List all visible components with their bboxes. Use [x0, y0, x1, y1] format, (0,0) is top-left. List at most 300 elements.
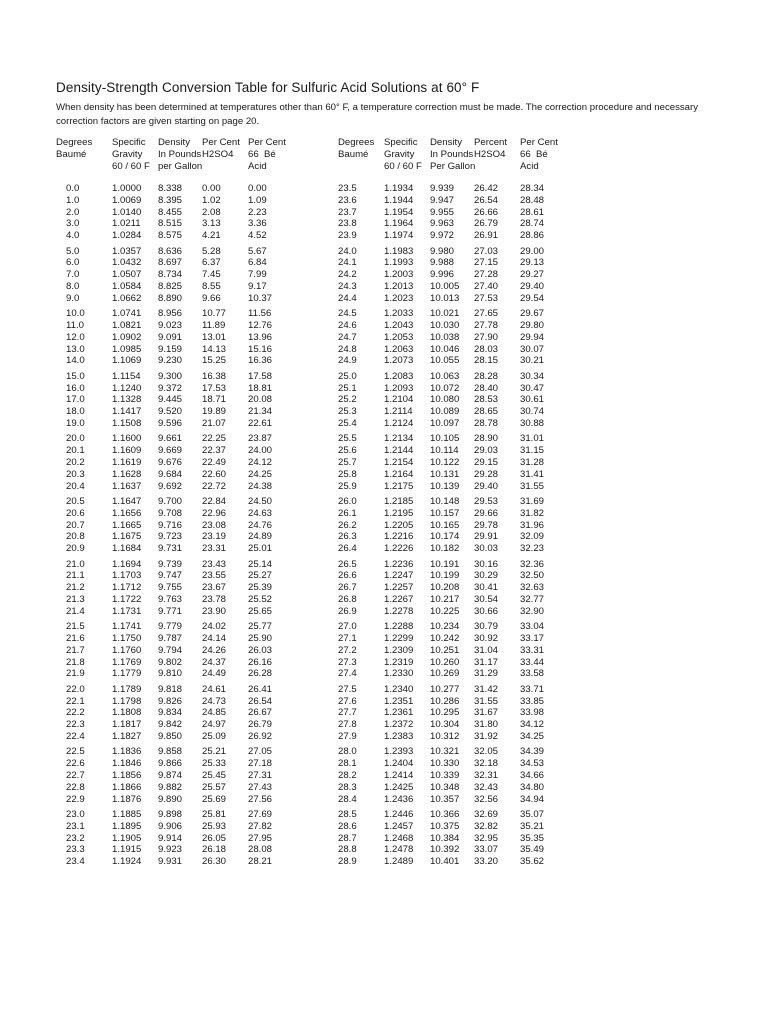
cell-percent-h2so4: 25.33	[202, 758, 227, 770]
cell-percent-h2so4: 28.03	[474, 343, 499, 355]
table-row	[338, 582, 598, 594]
table-row	[338, 856, 598, 868]
cell-percent-66-be-acid: 27.56	[248, 793, 273, 805]
cell-percent-h2so4: 25.81	[202, 809, 227, 820]
cell-density: 8.338	[158, 183, 183, 194]
cell-percent-66-be-acid: 29.00	[520, 245, 545, 257]
cell-specific-gravity: 1.0000	[112, 183, 142, 194]
table-row	[56, 746, 316, 758]
cell-percent-h2so4: 22.37	[202, 445, 227, 457]
cell-specific-gravity: 1.2023	[384, 292, 414, 304]
cell-density: 9.898	[158, 809, 183, 820]
table-row	[338, 606, 598, 618]
cell-specific-gravity: 1.2425	[384, 781, 414, 793]
cell-percent-h2so4: 24.14	[202, 632, 227, 644]
cell-specific-gravity: 1.1675	[112, 531, 142, 543]
cell-percent-66-be-acid: 31.82	[520, 507, 545, 519]
cell-specific-gravity: 1.2414	[384, 769, 414, 781]
cell-percent-h2so4: 32.43	[474, 781, 499, 793]
table-row	[338, 496, 598, 508]
cell-percent-66-be-acid: 4.52	[248, 230, 267, 242]
cell-specific-gravity: 1.1712	[112, 582, 142, 594]
cell-degrees-baume: 22.8	[66, 781, 85, 793]
cell-density: 10.242	[430, 632, 460, 644]
cell-percent-h2so4: 30.66	[474, 605, 499, 617]
cell-percent-h2so4: 7.45	[202, 269, 221, 281]
table-row	[338, 344, 598, 356]
cell-degrees-baume: 21.0	[66, 558, 85, 570]
cell-specific-gravity: 1.0432	[112, 257, 142, 269]
cell-percent-h2so4: 8.55	[202, 280, 221, 292]
cell-degrees-baume: 13.0	[66, 343, 85, 355]
table-row	[56, 844, 316, 856]
cell-percent-66-be-acid: 28.08	[248, 844, 273, 856]
table-row	[56, 684, 316, 696]
cell-percent-h2so4: 10.77	[202, 308, 227, 320]
cell-degrees-baume: 28.0	[338, 746, 357, 758]
cell-density: 10.105	[430, 433, 460, 445]
cell-degrees-baume: 27.1	[338, 632, 357, 644]
cell-degrees-baume: 8.0	[66, 280, 80, 292]
cell-percent-h2so4: 31.29	[474, 668, 499, 680]
cell-density: 9.874	[158, 769, 183, 781]
cell-percent-h2so4: 0.00	[202, 183, 221, 194]
cell-degrees-baume: 22.7	[66, 769, 85, 781]
cell-specific-gravity: 1.1915	[112, 844, 142, 856]
cell-degrees-baume: 26.9	[338, 605, 357, 617]
table-row	[338, 207, 598, 219]
cell-percent-h2so4: 22.60	[202, 468, 227, 480]
cell-percent-66-be-acid: 34.25	[520, 730, 545, 742]
cell-specific-gravity: 1.0662	[112, 292, 142, 304]
cell-degrees-baume: 25.0	[338, 370, 357, 382]
cell-percent-66-be-acid: 2.23	[248, 206, 267, 218]
cell-density: 8.515	[158, 218, 183, 230]
cell-percent-66-be-acid: 15.16	[248, 343, 273, 355]
cell-percent-66-be-acid: 24.25	[248, 468, 273, 480]
cell-density: 8.636	[158, 245, 183, 257]
cell-specific-gravity: 1.2319	[384, 656, 414, 668]
cell-specific-gravity: 1.2340	[384, 683, 414, 695]
cell-percent-h2so4: 30.79	[474, 621, 499, 633]
cell-percent-h2so4: 22.96	[202, 507, 227, 519]
cell-degrees-baume: 21.9	[66, 668, 85, 680]
cell-degrees-baume: 27.6	[338, 695, 357, 707]
cell-percent-66-be-acid: 35.49	[520, 844, 545, 856]
cell-percent-66-be-acid: 32.90	[520, 605, 545, 617]
cell-percent-66-be-acid: 28.61	[520, 206, 545, 218]
cell-density: 9.372	[158, 382, 183, 394]
cell-specific-gravity: 1.1964	[384, 218, 414, 230]
cell-specific-gravity: 1.1789	[112, 683, 142, 695]
cell-percent-h2so4: 33.20	[474, 856, 499, 868]
table-row	[56, 856, 316, 868]
cell-density: 10.182	[430, 543, 460, 555]
cell-specific-gravity: 1.0902	[112, 331, 142, 343]
cell-percent-66-be-acid: 6.84	[248, 257, 267, 269]
cell-density: 10.080	[430, 394, 460, 406]
cell-percent-h2so4: 28.15	[474, 355, 499, 367]
cell-percent-h2so4: 29.78	[474, 519, 499, 531]
cell-percent-h2so4: 32.18	[474, 758, 499, 770]
cell-degrees-baume: 26.5	[338, 558, 357, 570]
cell-degrees-baume: 24.3	[338, 280, 357, 292]
cell-specific-gravity: 1.2372	[384, 719, 414, 731]
cell-percent-h2so4: 24.85	[202, 707, 227, 719]
table-row	[338, 668, 598, 680]
cell-percent-h2so4: 26.54	[474, 194, 499, 206]
table-row	[338, 821, 598, 833]
cell-percent-h2so4: 29.53	[474, 496, 499, 507]
table-row	[56, 496, 316, 508]
cell-percent-66-be-acid: 9.17	[248, 280, 267, 292]
cell-degrees-baume: 27.0	[338, 621, 357, 633]
cell-percent-66-be-acid: 35.21	[520, 820, 545, 832]
cell-specific-gravity: 1.0140	[112, 206, 142, 218]
cell-percent-h2so4: 28.78	[474, 417, 499, 429]
cell-density: 9.810	[158, 668, 183, 680]
cell-percent-h2so4: 14.13	[202, 343, 227, 355]
cell-density: 9.794	[158, 644, 183, 656]
cell-degrees-baume: 20.4	[66, 480, 85, 492]
cell-degrees-baume: 20.0	[66, 433, 85, 445]
table-row	[338, 246, 598, 258]
cell-percent-h2so4: 13.01	[202, 331, 227, 343]
cell-specific-gravity: 1.2351	[384, 695, 414, 707]
cell-density: 10.030	[430, 319, 460, 331]
cell-degrees-baume: 27.9	[338, 730, 357, 742]
cell-density: 9.230	[158, 355, 183, 367]
cell-percent-66-be-acid: 27.82	[248, 820, 273, 832]
cell-specific-gravity: 1.1665	[112, 519, 142, 531]
cell-percent-66-be-acid: 28.74	[520, 218, 545, 230]
cell-density: 10.139	[430, 480, 460, 492]
cell-percent-66-be-acid: 32.63	[520, 582, 545, 594]
cell-degrees-baume: 20.5	[66, 496, 85, 507]
cell-percent-66-be-acid: 33.85	[520, 695, 545, 707]
header-specific-gravity: Specific Gravity 60 / 60 F	[112, 137, 150, 172]
cell-specific-gravity: 1.0357	[112, 245, 142, 257]
cell-specific-gravity: 1.1974	[384, 230, 414, 242]
table-row	[56, 696, 316, 708]
cell-density: 10.046	[430, 343, 460, 355]
table-row	[56, 257, 316, 269]
cell-percent-h2so4: 28.90	[474, 433, 499, 445]
table-row	[56, 582, 316, 594]
cell-specific-gravity: 1.2093	[384, 382, 414, 394]
cell-degrees-baume: 26.1	[338, 507, 357, 519]
cell-percent-h2so4: 29.91	[474, 531, 499, 543]
cell-degrees-baume: 27.7	[338, 707, 357, 719]
cell-percent-h2so4: 30.41	[474, 582, 499, 594]
cell-percent-h2so4: 25.09	[202, 730, 227, 742]
cell-percent-h2so4: 32.31	[474, 769, 499, 781]
cell-density: 9.159	[158, 343, 183, 355]
cell-degrees-baume: 28.4	[338, 793, 357, 805]
header-degrees-baume: Degrees Baumé	[56, 137, 93, 160]
cell-degrees-baume: 20.1	[66, 445, 85, 457]
cell-density: 10.286	[430, 695, 460, 707]
cell-specific-gravity: 1.2236	[384, 558, 414, 570]
cell-percent-h2so4: 26.91	[474, 230, 499, 242]
cell-degrees-baume: 24.6	[338, 319, 357, 331]
cell-percent-h2so4: 27.03	[474, 245, 499, 257]
table-row	[56, 433, 316, 445]
cell-degrees-baume: 6.0	[66, 257, 80, 269]
table-row	[338, 520, 598, 532]
cell-percent-66-be-acid: 33.31	[520, 644, 545, 656]
cell-percent-h2so4: 27.28	[474, 269, 499, 281]
cell-percent-66-be-acid: 18.81	[248, 382, 273, 394]
cell-specific-gravity: 1.0584	[112, 280, 142, 292]
table-row	[338, 281, 598, 293]
table-row	[56, 406, 316, 418]
table-row	[56, 794, 316, 806]
header-density: Density In Pounds per Gallon	[158, 137, 203, 172]
table-row	[56, 770, 316, 782]
cell-density: 9.850	[158, 730, 183, 742]
cell-percent-h2so4: 25.45	[202, 769, 227, 781]
table-row	[338, 508, 598, 520]
cell-degrees-baume: 27.8	[338, 719, 357, 731]
cell-percent-h2so4: 16.38	[202, 370, 227, 382]
table-row	[338, 719, 598, 731]
cell-density: 9.023	[158, 319, 183, 331]
cell-specific-gravity: 1.2175	[384, 480, 414, 492]
cell-density: 10.199	[430, 570, 460, 582]
cell-specific-gravity: 1.2154	[384, 456, 414, 468]
table-row	[338, 433, 598, 445]
cell-specific-gravity: 1.1817	[112, 719, 142, 731]
cell-density: 10.131	[430, 468, 460, 480]
cell-percent-66-be-acid: 25.77	[248, 621, 273, 633]
cell-specific-gravity: 1.1924	[112, 856, 142, 868]
header-specific-gravity: Specific Gravity 60 / 60 F	[384, 137, 422, 172]
cell-percent-66-be-acid: 27.18	[248, 758, 273, 770]
cell-percent-66-be-acid: 24.63	[248, 507, 273, 519]
table-row	[56, 508, 316, 520]
cell-percent-66-be-acid: 27.05	[248, 746, 273, 758]
cell-percent-66-be-acid: 29.27	[520, 269, 545, 281]
table-row	[338, 543, 598, 555]
cell-specific-gravity: 1.1328	[112, 394, 142, 406]
table-row	[338, 418, 598, 430]
cell-percent-66-be-acid: 27.43	[248, 781, 273, 793]
cell-percent-h2so4: 26.30	[202, 856, 227, 868]
cell-specific-gravity: 1.2361	[384, 707, 414, 719]
cell-density: 8.395	[158, 194, 183, 206]
cell-degrees-baume: 25.4	[338, 417, 357, 429]
cell-degrees-baume: 17.0	[66, 394, 85, 406]
cell-degrees-baume: 21.4	[66, 605, 85, 617]
cell-specific-gravity: 1.2063	[384, 343, 414, 355]
table-row	[56, 457, 316, 469]
cell-density: 9.972	[430, 230, 455, 242]
cell-percent-66-be-acid: 31.28	[520, 456, 545, 468]
cell-degrees-baume: 14.0	[66, 355, 85, 367]
cell-percent-h2so4: 3.13	[202, 218, 221, 230]
cell-percent-66-be-acid: 24.50	[248, 496, 273, 507]
table-row	[56, 543, 316, 555]
table-row	[56, 782, 316, 794]
cell-percent-66-be-acid: 35.35	[520, 832, 545, 844]
cell-degrees-baume: 28.5	[338, 809, 357, 820]
cell-percent-h2so4: 30.16	[474, 558, 499, 570]
cell-density: 9.818	[158, 683, 183, 695]
cell-degrees-baume: 22.1	[66, 695, 85, 707]
cell-percent-h2so4: 28.40	[474, 382, 499, 394]
cell-percent-h2so4: 26.79	[474, 218, 499, 230]
cell-percent-h2so4: 31.04	[474, 644, 499, 656]
cell-specific-gravity: 1.1240	[112, 382, 142, 394]
cell-specific-gravity: 1.2104	[384, 394, 414, 406]
cell-percent-66-be-acid: 31.96	[520, 519, 545, 531]
cell-degrees-baume: 20.2	[66, 456, 85, 468]
cell-specific-gravity: 1.0985	[112, 343, 142, 355]
cell-percent-66-be-acid: 31.01	[520, 433, 545, 445]
table-row	[338, 230, 598, 242]
cell-degrees-baume: 24.1	[338, 257, 357, 269]
cell-density: 9.787	[158, 632, 183, 644]
table-row	[56, 633, 316, 645]
cell-density: 10.225	[430, 605, 460, 617]
cell-percent-h2so4: 19.89	[202, 406, 227, 418]
cell-percent-66-be-acid: 26.67	[248, 707, 273, 719]
cell-density: 10.366	[430, 809, 460, 820]
cell-percent-66-be-acid: 30.47	[520, 382, 545, 394]
cell-density: 8.575	[158, 230, 183, 242]
cell-percent-66-be-acid: 29.94	[520, 331, 545, 343]
cell-degrees-baume: 20.7	[66, 519, 85, 531]
table-row	[56, 218, 316, 230]
table-row	[56, 344, 316, 356]
cell-percent-h2so4: 29.40	[474, 480, 499, 492]
cell-density: 8.455	[158, 206, 183, 218]
cell-degrees-baume: 27.3	[338, 656, 357, 668]
cell-percent-66-be-acid: 25.14	[248, 558, 273, 570]
cell-degrees-baume: 9.0	[66, 292, 80, 304]
cell-density: 10.277	[430, 683, 460, 695]
cell-percent-66-be-acid: 29.40	[520, 280, 545, 292]
cell-percent-66-be-acid: 31.69	[520, 496, 545, 507]
cell-density: 9.963	[430, 218, 455, 230]
cell-degrees-baume: 20.3	[66, 468, 85, 480]
table-row	[56, 207, 316, 219]
cell-specific-gravity: 1.1836	[112, 746, 142, 758]
cell-degrees-baume: 19.0	[66, 417, 85, 429]
cell-percent-h2so4: 26.66	[474, 206, 499, 218]
cell-specific-gravity: 1.2134	[384, 433, 414, 445]
cell-percent-h2so4: 28.53	[474, 394, 499, 406]
cell-specific-gravity: 1.1417	[112, 406, 142, 418]
cell-percent-66-be-acid: 20.08	[248, 394, 273, 406]
table-row	[338, 195, 598, 207]
cell-density: 10.260	[430, 656, 460, 668]
cell-specific-gravity: 1.0284	[112, 230, 142, 242]
cell-degrees-baume: 23.4	[66, 856, 85, 868]
cell-percent-h2so4: 27.90	[474, 331, 499, 343]
cell-specific-gravity: 1.2124	[384, 417, 414, 429]
cell-density: 9.923	[158, 844, 183, 856]
header-percent-h2so4: Percent H2SO4	[474, 137, 508, 160]
table-row	[338, 621, 598, 633]
cell-density: 10.021	[430, 308, 460, 320]
cell-percent-h2so4: 32.56	[474, 793, 499, 805]
cell-percent-h2so4: 29.66	[474, 507, 499, 519]
table-row	[338, 469, 598, 481]
cell-degrees-baume: 21.8	[66, 656, 85, 668]
cell-density: 9.692	[158, 480, 183, 492]
table-row	[338, 218, 598, 230]
cell-specific-gravity: 1.1722	[112, 593, 142, 605]
cell-density: 9.661	[158, 433, 183, 445]
cell-percent-66-be-acid: 26.54	[248, 695, 273, 707]
cell-percent-66-be-acid: 12.76	[248, 319, 273, 331]
cell-degrees-baume: 25.7	[338, 456, 357, 468]
cell-percent-h2so4: 2.08	[202, 206, 221, 218]
header-degrees-baume: Degrees Baumé	[338, 137, 375, 160]
cell-degrees-baume: 26.3	[338, 531, 357, 543]
cell-percent-h2so4: 32.82	[474, 820, 499, 832]
cell-specific-gravity: 1.1866	[112, 781, 142, 793]
table-row	[338, 531, 598, 543]
table-row	[56, 707, 316, 719]
cell-percent-h2so4: 31.80	[474, 719, 499, 731]
cell-percent-h2so4: 26.05	[202, 832, 227, 844]
cell-degrees-baume: 24.7	[338, 331, 357, 343]
page-title: Density-Strength Conversion Table for Sulfuric Acid Solutions at 60° F	[56, 80, 480, 95]
cell-percent-h2so4: 21.07	[202, 417, 227, 429]
table-row	[338, 445, 598, 457]
table-row	[56, 281, 316, 293]
cell-percent-66-be-acid: 24.38	[248, 480, 273, 492]
table-row	[338, 559, 598, 571]
cell-percent-h2so4: 18.71	[202, 394, 227, 406]
cell-percent-66-be-acid: 33.98	[520, 707, 545, 719]
cell-specific-gravity: 1.1905	[112, 832, 142, 844]
cell-specific-gravity: 1.1760	[112, 644, 142, 656]
cell-density: 9.914	[158, 832, 183, 844]
table-row	[56, 445, 316, 457]
cell-specific-gravity: 1.1885	[112, 809, 142, 820]
cell-specific-gravity: 1.1069	[112, 355, 142, 367]
cell-specific-gravity: 1.1600	[112, 433, 142, 445]
cell-specific-gravity: 1.2216	[384, 531, 414, 543]
cell-density: 9.866	[158, 758, 183, 770]
cell-degrees-baume: 21.7	[66, 644, 85, 656]
cell-specific-gravity: 1.2053	[384, 331, 414, 343]
cell-percent-66-be-acid: 34.66	[520, 769, 545, 781]
table-row	[338, 383, 598, 395]
cell-degrees-baume: 22.4	[66, 730, 85, 742]
cell-percent-66-be-acid: 32.50	[520, 570, 545, 582]
cell-specific-gravity: 1.2383	[384, 730, 414, 742]
cell-percent-66-be-acid: 29.80	[520, 319, 545, 331]
cell-specific-gravity: 1.1637	[112, 480, 142, 492]
cell-percent-66-be-acid: 32.77	[520, 593, 545, 605]
cell-specific-gravity: 1.2468	[384, 832, 414, 844]
cell-percent-66-be-acid: 30.21	[520, 355, 545, 367]
cell-degrees-baume: 25.6	[338, 445, 357, 457]
cell-density: 10.055	[430, 355, 460, 367]
cell-specific-gravity: 1.2114	[384, 406, 413, 418]
cell-degrees-baume: 28.3	[338, 781, 357, 793]
cell-specific-gravity: 1.1769	[112, 656, 142, 668]
cell-percent-h2so4: 22.25	[202, 433, 227, 445]
cell-percent-h2so4: 32.95	[474, 832, 499, 844]
table-row	[56, 520, 316, 532]
cell-percent-h2so4: 32.69	[474, 809, 499, 820]
